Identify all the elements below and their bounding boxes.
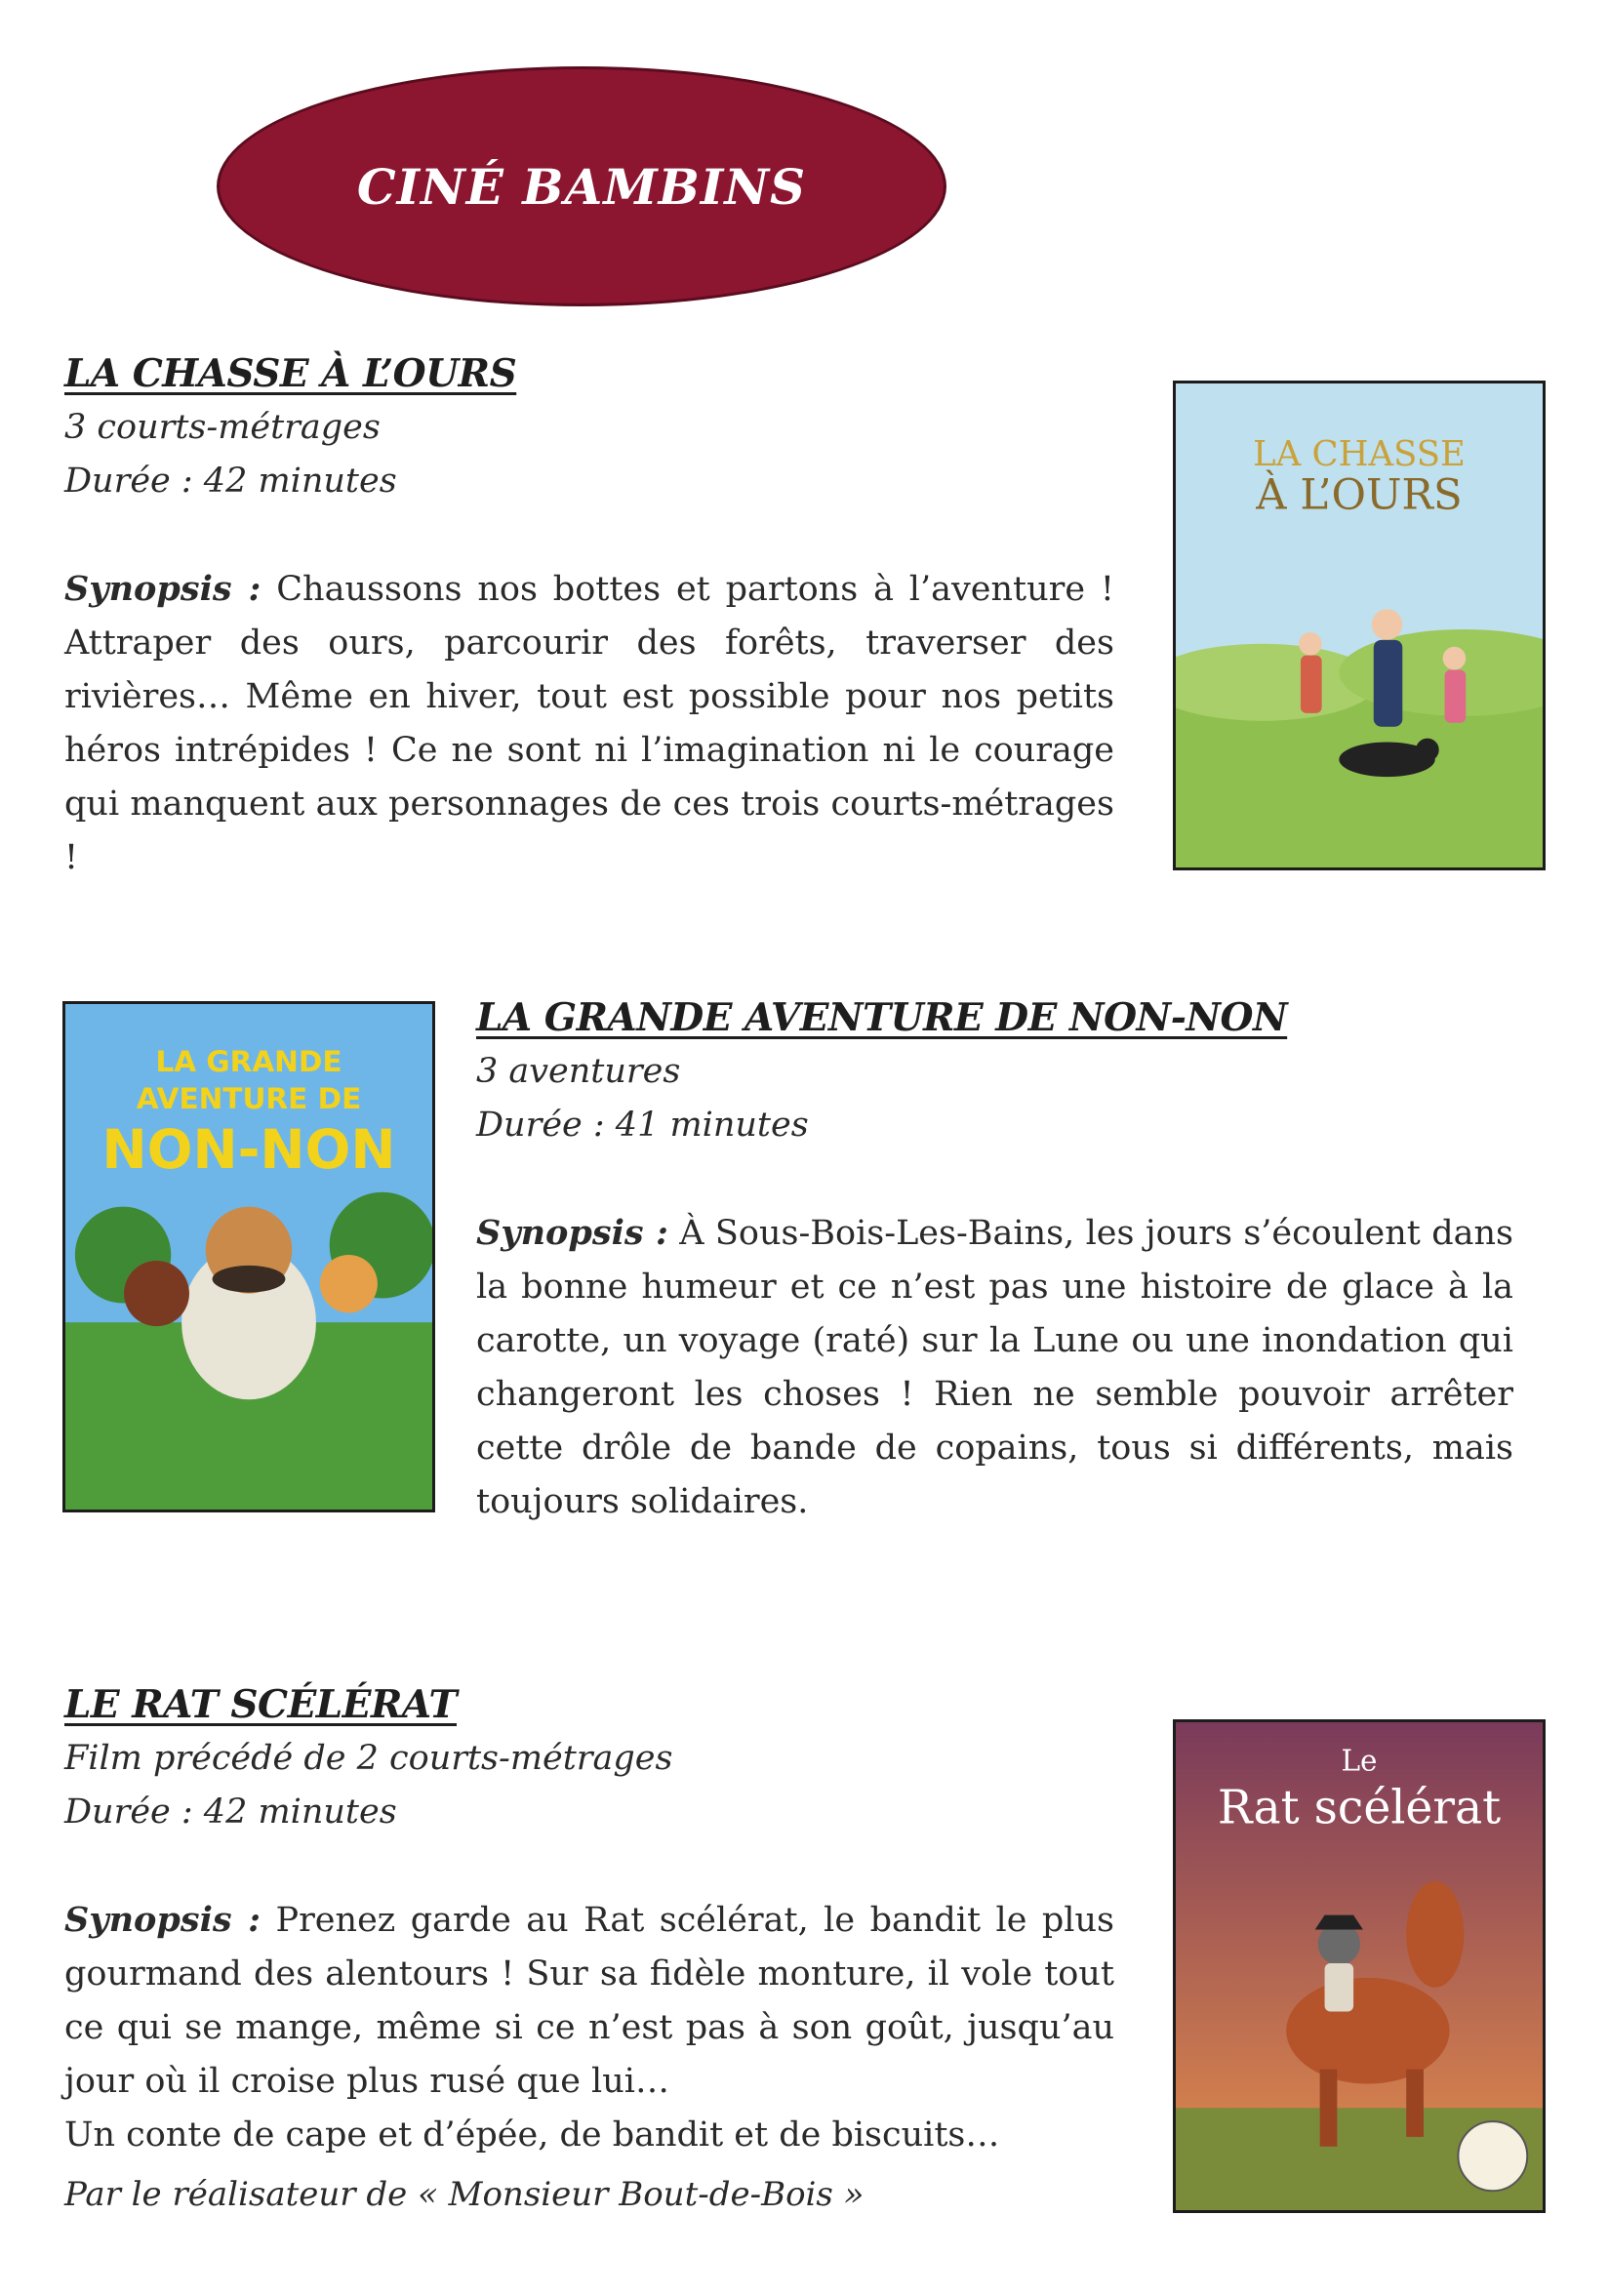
synopsis-text: Prenez garde au Rat scélérat, le bandit le plus gourmand des alentours ! Sur sa fidèle monture, il vole tout ce qui se mange, même si ce n’est pas à son goût, jusqu’au jour où il croise plus rusé que lui…	[64, 1901, 1115, 2101]
movie-synopsis	[64, 562, 1114, 885]
poster-title-line1: Le	[1341, 1744, 1378, 1778]
movie-section-non-non	[476, 991, 1513, 1529]
poster-title-line2: AVENTURE DE	[136, 1081, 362, 1115]
header-banner	[217, 66, 946, 306]
page-title: CINÉ BAMBINS	[356, 157, 807, 216]
movie-poster-rat-scelerat	[1173, 1719, 1546, 2213]
movie-title: LE RAT SCÉLÉRAT	[64, 1682, 457, 1727]
movie-section-chasse-ours	[64, 347, 1114, 885]
movie-subtitle: Film précédé de 2 courts-métrages	[64, 1739, 673, 1778]
movie-title: LA GRANDE AVENTURE DE NON-NON	[476, 995, 1288, 1040]
movie-duration: Durée : 41 minutes	[476, 1106, 809, 1145]
synopsis-label: Synopsis :	[476, 1213, 668, 1253]
poster-title-line3: NON-NON	[101, 1118, 396, 1183]
movie-poster-chasse-ours	[1173, 381, 1546, 870]
movie-subtitle: 3 aventures	[476, 1052, 681, 1091]
synopsis-label: Synopsis :	[64, 569, 261, 609]
poster-title-line2: À L’OURS	[1256, 470, 1463, 520]
movie-duration: Durée : 42 minutes	[64, 1792, 397, 1832]
synopsis-text: Chaussons nos bottes et partons à l’aventure ! Attraper des ours, parcourir des forêts, traverser des rivières… Même en hiver, tout est possible pour nos petits héros intrépides ! Ce ne sont ni l’imagination ni le courage qui manquent aux personnages de ces trois courts-métrages !	[64, 570, 1114, 877]
synopsis-text: À Sous-Bois-Les-Bains, les jours s’écoulent dans la bonne humeur et ce n’est pas une histoire de glace à la carotte, un voyage (raté) sur la Lune ou une inondation qui changeront les choses ! Rien ne semble pouvoir arrêter cette drôle de bande de copains, tous si différents, mais toujours solidaires.	[476, 1214, 1513, 1521]
synopsis-label: Synopsis :	[64, 1900, 261, 1940]
poster-title-line2: Rat scélérat	[1217, 1781, 1502, 1835]
poster-title-line1: LA CHASSE	[1253, 433, 1466, 475]
movie-credit: Par le réalisateur de « Monsieur Bout-de-Bois »	[64, 2175, 865, 2214]
movie-title: LA CHASSE À L’OURS	[64, 351, 517, 396]
movie-synopsis	[476, 1206, 1513, 1529]
movie-duration: Durée : 42 minutes	[64, 462, 397, 501]
poster-title-line1: LA GRANDE	[155, 1045, 342, 1079]
movie-tagline: Un conte de cape et d’épée, de bandit et de biscuits…	[64, 2115, 1000, 2155]
movie-poster-non-non	[62, 1001, 435, 1512]
movie-subtitle: 3 courts-métrages	[64, 408, 381, 447]
movie-section-rat-scelerat	[64, 1678, 1114, 2222]
movie-synopsis	[64, 1893, 1114, 2109]
